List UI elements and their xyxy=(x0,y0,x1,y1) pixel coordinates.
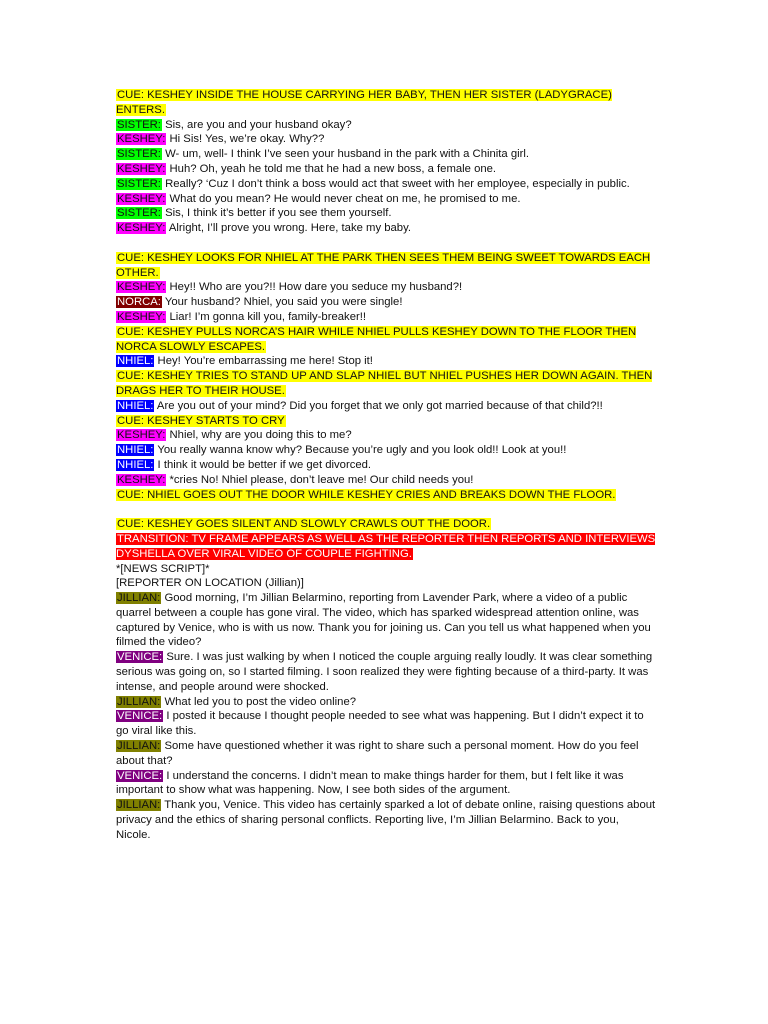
dialogue-text: Sis, are you and your husband okay? xyxy=(161,118,352,131)
dialogue-line xyxy=(116,132,656,147)
cue-line xyxy=(116,517,656,532)
speaker-tag: JILLIAN: xyxy=(117,740,161,753)
cue-line xyxy=(116,88,656,118)
dialogue-line xyxy=(116,650,656,694)
dialogue-text: *cries No! Nhiel please, don’t leave me! Our child needs you! xyxy=(166,473,474,486)
cue-text: CUE: NHIEL GOES OUT THE DOOR WHILE KESHEY CRIES AND BREAKS DOWN THE FLOOR. xyxy=(117,488,616,501)
dialogue-text: Thank you, Venice. This video has certainly sparked a lot of debate online, raising questions about privacy and the ethics of sharing personal conflicts. Reporting live, I’m Jillian Belarmino. Back to you, Nicole. xyxy=(116,799,656,841)
dialogue-text: What led you to post the video online? xyxy=(161,695,357,708)
dialogue-line xyxy=(116,177,656,192)
dialogue-line xyxy=(116,443,656,458)
speaker-tag: NHIEL: xyxy=(117,444,154,457)
dialogue-line xyxy=(116,118,656,133)
dialogue-line xyxy=(116,206,656,221)
cue-line xyxy=(116,251,656,281)
speaker-tag: SISTER: xyxy=(117,207,161,220)
dialogue-text: W- um, well- I think I’ve seen your husband in the park with a Chinita girl. xyxy=(161,148,530,161)
dialogue-text: You really wanna know why? Because you’re ugly and you look old!! Look at you!! xyxy=(154,444,567,457)
speaker-tag: KESHEY: xyxy=(117,281,166,294)
speaker-tag: NHIEL: xyxy=(117,355,154,368)
dialogue-line xyxy=(116,695,656,710)
speaker-tag: SISTER: xyxy=(117,148,161,161)
dialogue-text: Some have questioned whether it was right to share such a personal moment. How do you feel about that? xyxy=(116,740,639,767)
dialogue-text: Sis, I think it’s better if you see them yourself. xyxy=(161,207,392,220)
dialogue-line xyxy=(116,295,656,310)
dialogue-line xyxy=(116,739,656,769)
cue-text: CUE: KESHEY PULLS NORCA’S HAIR WHILE NHIEL PULLS KESHEY DOWN TO THE FLOOR THEN NORCA SLOWLY ESCAPES. xyxy=(116,325,637,353)
speaker-tag: NORCA: xyxy=(117,296,161,309)
dialogue-text: Liar! I’m gonna kill you, family-breaker!! xyxy=(166,310,367,323)
dialogue-text: Really? ‘Cuz I don’t think a boss would act that sweet with her employee, especially in public. xyxy=(161,177,630,190)
speaker-tag: JILLIAN: xyxy=(117,592,161,605)
plain-line xyxy=(116,562,656,577)
blank-line xyxy=(116,236,656,251)
dialogue-line xyxy=(116,147,656,162)
dialogue-line xyxy=(116,221,656,236)
script-body xyxy=(116,88,656,843)
speaker-tag: VENICE: xyxy=(117,710,163,723)
dialogue-text: Huh? Oh, yeah he told me that he had a new boss, a female one. xyxy=(166,162,497,175)
transition-text: TRANSITION: TV FRAME APPEARS AS WELL AS THE REPORTER THEN REPORTS AND INTERVIEWS DYSHELLA OVER VIRAL VIDEO OF COUPLE FIGHTING. xyxy=(116,532,656,560)
dialogue-text: Hey! You’re embarrassing me here! Stop it! xyxy=(154,355,373,368)
dialogue-line xyxy=(116,310,656,325)
speaker-tag: SISTER: xyxy=(117,177,161,190)
cue-text: CUE: KESHEY GOES SILENT AND SLOWLY CRAWLS OUT THE DOOR. xyxy=(117,518,491,531)
cue-line xyxy=(116,369,656,399)
speaker-tag: KESHEY: xyxy=(117,133,166,146)
dialogue-line xyxy=(116,591,656,650)
cue-text: CUE: KESHEY LOOKS FOR NHIEL AT THE PARK THEN SEES THEM BEING SWEET TOWARDS EACH OTHER. xyxy=(116,251,651,279)
dialogue-text: Hey!! Who are you?!! How dare you seduce my husband?! xyxy=(166,281,463,294)
cue-line xyxy=(116,414,656,429)
plain-line xyxy=(116,576,656,591)
dialogue-text: Are you out of your mind? Did you forget that we only got married because of that child?!! xyxy=(154,399,603,412)
cue-line xyxy=(116,325,656,355)
dialogue-text: Good morning, I’m Jillian Belarmino, reporting from Lavender Park, where a video of a public quarrel between a couple has gone viral. The video, which has sparked widespread attention online, was captured by Venice, who is with us now. Thank you for joining us. Can you tell us what happened when you filmed the video? xyxy=(116,592,651,649)
transition-line xyxy=(116,532,656,562)
speaker-tag: VENICE: xyxy=(117,651,163,664)
dialogue-text: I posted it because I thought people needed to see what was happening. But I didn’t expect it to go viral like this. xyxy=(116,710,644,738)
speaker-tag: KESHEY: xyxy=(117,429,166,442)
dialogue-text: Hi Sis! Yes, we’re okay. Why?? xyxy=(166,133,325,146)
dialogue-line xyxy=(116,709,656,739)
speaker-tag: KESHEY: xyxy=(117,473,166,486)
dialogue-line xyxy=(116,428,656,443)
dialogue-text: What do you mean? He would never cheat on me, he promised to me. xyxy=(166,192,521,205)
dialogue-text: Sure. I was just walking by when I noticed the couple arguing really loudly. It was clear something serious was going on, so I started filming. I soon realized they were fighting because of a third-party. It was intense, and people around were shocked. xyxy=(116,651,653,693)
dialogue-text: Your husband? Nhiel, you said you were single! xyxy=(161,296,403,309)
speaker-tag: KESHEY: xyxy=(117,162,166,175)
speaker-tag: VENICE: xyxy=(117,769,163,782)
speaker-tag: KESHEY: xyxy=(117,222,166,235)
blank-line xyxy=(116,502,656,517)
cue-line xyxy=(116,488,656,503)
cue-text: CUE: KESHEY STARTS TO CRY xyxy=(117,414,285,427)
speaker-tag: KESHEY: xyxy=(117,310,166,323)
dialogue-text: Nhiel, why are you doing this to me? xyxy=(166,429,352,442)
plain-text: [REPORTER ON LOCATION (Jillian)] xyxy=(116,577,304,590)
dialogue-text: Alright, I’ll prove you wrong. Here, take my baby. xyxy=(166,222,412,235)
dialogue-line xyxy=(116,798,656,842)
dialogue-line xyxy=(116,769,656,799)
cue-text: CUE: KESHEY INSIDE THE HOUSE CARRYING HER BABY, THEN HER SISTER (LADYGRACE) ENTERS. xyxy=(116,89,612,116)
dialogue-line xyxy=(116,162,656,177)
speaker-tag: JILLIAN: xyxy=(117,695,161,708)
cue-text: CUE: KESHEY TRIES TO STAND UP AND SLAP NHIEL BUT NHIEL PUSHES HER DOWN AGAIN. THEN DRAGS HER TO THEIR HOUSE. xyxy=(116,370,653,397)
dialogue-text: I understand the concerns. I didn’t mean to make things harder for them, but I felt like it was important to show what was happening. Now, I see both sides of the argument. xyxy=(116,769,624,797)
dialogue-line xyxy=(116,458,656,473)
dialogue-line xyxy=(116,354,656,369)
dialogue-text: I think it would be better if we get divorced. xyxy=(154,458,372,471)
dialogue-line xyxy=(116,399,656,414)
dialogue-line xyxy=(116,280,656,295)
plain-text: *[NEWS SCRIPT]* xyxy=(116,562,210,575)
speaker-tag: JILLIAN: xyxy=(117,799,161,812)
speaker-tag: NHIEL: xyxy=(117,458,154,471)
dialogue-line xyxy=(116,473,656,488)
speaker-tag: SISTER: xyxy=(117,118,161,131)
speaker-tag: KESHEY: xyxy=(117,192,166,205)
dialogue-line xyxy=(116,192,656,207)
speaker-tag: NHIEL: xyxy=(117,399,154,412)
